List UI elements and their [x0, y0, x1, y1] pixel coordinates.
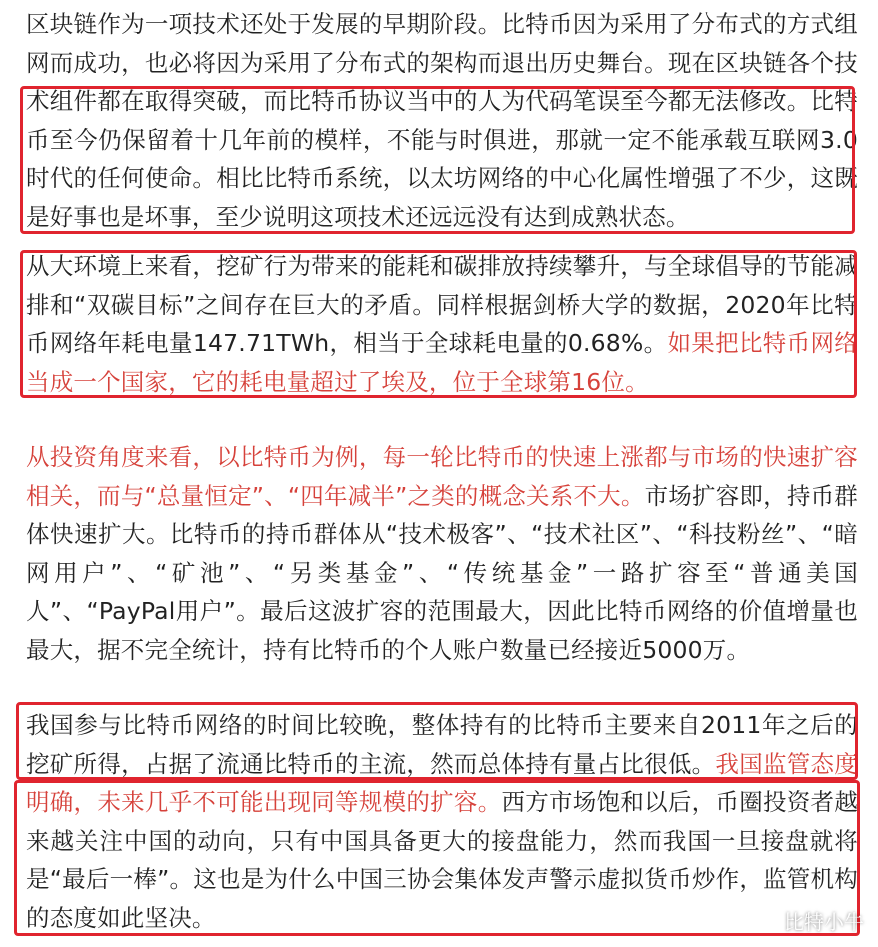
- body-text: 西方市场饱和以后，币圈投资者越来越关注中国的动向，只有中国具备更大的接盘能力，然而我国一旦接盘就将是“最后一棒”。这也是为什么中国三协会集体发声警示虚拟货币炒作，监管机构的态度如此坚决。: [26, 788, 859, 932]
- paragraph-4: [26, 706, 858, 937]
- body-text: 从大环境上来看，挖矿行为带来的能耗和碳排放持续攀升，与全球倡导的节能减排和“双碳目标”之间存在巨大的矛盾。同样根据剑桥大学的数据，2020年比特币网络年耗电量147.71TWh，相当于全球耗电量的0.68%。: [26, 252, 858, 357]
- paragraph-2: [26, 247, 858, 401]
- body-text: 市场扩容即，持币群体快速扩大。比特币的持币群体从“技术极客”、“技术社区”、“科技粉丝”、“暗网用户”、“矿池”、“另类基金”、“传统基金”一路扩容至“普通美国人”、“PayPal用户”。最后这波扩容的范围最大，因此比特币网络的价值增量也最大，据不完全统计，持有比特币的个人账户数量已经接近5000万。: [26, 481, 858, 664]
- wechat-icon: [750, 910, 778, 932]
- watermark: [750, 906, 864, 935]
- body-text: 区块链作为一项技术还处于发展的早期阶段。比特币因为采用了分布式的方式组网而成功，也必将因为采用了分布式的架构而退出历史舞台。现在区块链各个技术组件都在取得突破，而比特币协议当中的人为代码笔误至今都无法修改。比特币至今仍保留着十几年前的模样，不能与时俱进，那就一定不能承载互联网3.0时代的任何使命。相比比特币系统，以太坊网络的中心化属性增强了不少，这既是好事也是坏事，至少说明这项技术还远远没有达到成熟状态。: [26, 10, 858, 231]
- highlighted-text: 从投资角度来看，以比特币为例，每一轮比特币的快速上涨都与市场的快速扩容相关，而与“总量恒定”、“四年减半”之类的概念关系不大。: [26, 443, 858, 510]
- highlighted-text: 我国监管态度明确，未来几乎不可能出现同等规模的扩容。: [26, 749, 858, 816]
- body-text: 我国参与比特币网络的时间比较晚，整体持有的比特币主要来自2011年之后的挖矿所得，占据了流通比特币的主流，然而总体持有量占比很低。: [26, 711, 858, 778]
- paragraph-1: [26, 5, 858, 236]
- highlighted-text: 如果把比特币网络当成一个国家，它的耗电量超过了埃及，位于全球第16位。: [26, 329, 858, 396]
- paragraph-3: [26, 438, 858, 669]
- watermark-text: 比特小牛: [784, 910, 864, 934]
